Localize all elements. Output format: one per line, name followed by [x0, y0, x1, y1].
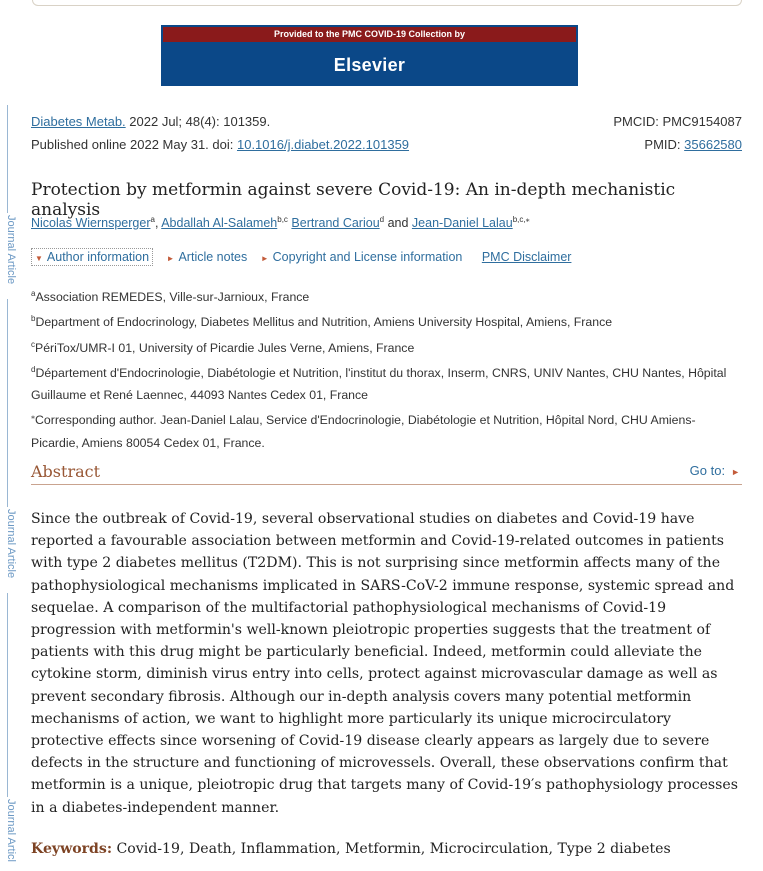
tab-label: Copyright and License information — [272, 250, 463, 264]
chevron-down-icon: ▼ — [35, 254, 43, 263]
side-rail-line — [7, 105, 8, 213]
affiliation-text: Département d'Endocrinologie, Diabétologie et Nutrition, l'institut du thorax, Inserm, CNRS, UNIV Nantes, CHU Nantes, Hôpital Guillaume et René Laennec, 44093 Nantes Cedex 01, France — [31, 365, 727, 403]
tab-author-information[interactable] — [31, 248, 153, 266]
journal-link[interactable]: Diabetes Metab. — [31, 114, 126, 129]
affiliation-sup: b — [31, 314, 36, 324]
chevron-right-icon: ► — [731, 467, 740, 477]
tab-article-notes[interactable] — [167, 250, 248, 264]
keywords-values: Covid-19, Death, Inflammation, Metformin, Microcirculation, Type 2 diabetes — [112, 841, 671, 857]
doi-link[interactable]: 10.1016/j.diabet.2022.101359 — [236, 137, 410, 152]
top-frame-border — [32, 0, 742, 6]
affiliation-item — [31, 283, 742, 308]
side-rail-line — [7, 593, 8, 797]
affiliation-sup: d — [31, 364, 36, 374]
affiliation-item — [31, 334, 742, 359]
article-info-tabs — [31, 250, 581, 264]
side-label: Journal Article — [5, 509, 17, 579]
author-separator: , — [154, 216, 162, 231]
affiliation-sup: c — [31, 339, 35, 349]
pmc-disclaimer-link[interactable]: PMC Disclaimer — [481, 250, 572, 264]
goto-label: Go to: — [689, 463, 726, 478]
author-affiliation-sup: d — [379, 215, 385, 224]
chevron-right-icon: ► — [166, 254, 175, 263]
author-link[interactable]: Bertrand Cariou — [291, 216, 380, 231]
corresponding-author-note — [31, 406, 742, 454]
tab-copyright-license[interactable] — [261, 250, 463, 264]
pmid-link[interactable]: 35662580 — [684, 137, 742, 152]
affiliation-text: Department of Endocrinology, Diabetes Mellitus and Nutrition, Amiens University Hospital, Amiens, France — [35, 315, 613, 330]
citation-details: 2022 Jul; 48(4): 101359. — [125, 114, 271, 129]
keywords — [31, 841, 742, 857]
abstract-heading: Abstract — [31, 462, 101, 481]
banner-publisher-name: Elsevier — [333, 55, 406, 75]
citation-block — [31, 114, 742, 160]
article-title: Protection by metformin against severe Covid-19: An in-depth mechanistic analysis — [31, 180, 676, 220]
author-affiliation-sup: a — [150, 215, 155, 224]
published-online-text: Published online 2022 May 31. doi: — [31, 137, 237, 152]
goto-menu[interactable] — [690, 463, 740, 478]
abstract-header — [31, 460, 742, 485]
author-affiliation-sup: b,c — [277, 215, 288, 224]
affiliations — [31, 283, 742, 454]
affiliation-text: Corresponding author. Jean-Daniel Lalau, Service d'Endocrinologie, Diabétologie et Nutrition, Hôpital Nord, CHU Amiens-Picardie, Amiens 80054 Cedex 01, France. — [31, 413, 696, 450]
affiliation-sup: ⁎ — [31, 412, 35, 422]
author-affiliation-sup: b,c,⁎ — [512, 215, 530, 224]
author-link[interactable]: Nicolas Wiernsperger — [31, 216, 151, 231]
abstract-text: Since the outbreak of Covid-19, several observational studies on diabetes and Covid-19 have reported a favourable association between metformin and Covid-19-related outcomes in patients with type 2 diabetes mellitus (T2DM). This is not surprising since metformin affects many of the pathophysiological mechanisms implicated in SARS-CoV-2 immune response, systemic spread and sequelae. A comparison of the multifactorial pathophysiological mechanisms of Covid-19 progression with metformin's well-known pleiotropic properties suggests that the treatment of patients with this drug might be particularly beneficial. Indeed, metformin could alleviate the cytokine storm, diminish virus entry into cells, protect against microvascular damage as well as prevent secondary fibrosis. Although our in-depth analysis covers many potential metformin mechanisms of action, we want to highlight more particularly its unique microcirculatory protective effects since worsening of Covid-19 disease clearly appears as largely due to severe defects in the structure and functioning of microvessels. Overall, these observations confirm that metformin is a unique, pleiotropic drug that targets many of Covid-19′s pathophysiology processes in a diabetes-independent manner. — [31, 511, 738, 816]
banner-provided-text: Provided to the PMC COVID-19 Collection by — [163, 27, 576, 42]
side-rail — [5, 105, 17, 871]
author-link[interactable]: Jean-Daniel Lalau — [411, 216, 513, 231]
publisher-banner[interactable] — [161, 25, 578, 86]
affiliation-text: PériTox/UMR-I 01, University of Picardie Jules Verne, Amiens, France — [35, 340, 415, 355]
tab-label: Author information — [46, 250, 150, 264]
chevron-right-icon: ► — [260, 254, 269, 263]
affiliation-text: Association REMEDES, Ville-sur-Jarnioux, France — [35, 290, 310, 305]
pmcid: PMCID: PMC9154087 — [613, 114, 742, 129]
author-list — [31, 215, 530, 230]
affiliation-item — [31, 308, 742, 333]
pmid-container — [644, 137, 742, 152]
author-separator: and — [384, 216, 412, 231]
side-rail-line — [7, 299, 8, 507]
tab-label: Article notes — [178, 250, 248, 264]
author-link[interactable]: Abdallah Al-Salameh — [161, 216, 278, 231]
keywords-label: Keywords: — [31, 841, 113, 857]
side-label: Journal Articl — [5, 799, 17, 862]
affiliation-sup: a — [31, 289, 36, 298]
affiliation-item — [31, 359, 742, 407]
pmid-label: PMID: — [644, 137, 685, 152]
side-label: Journal Article — [5, 215, 17, 285]
